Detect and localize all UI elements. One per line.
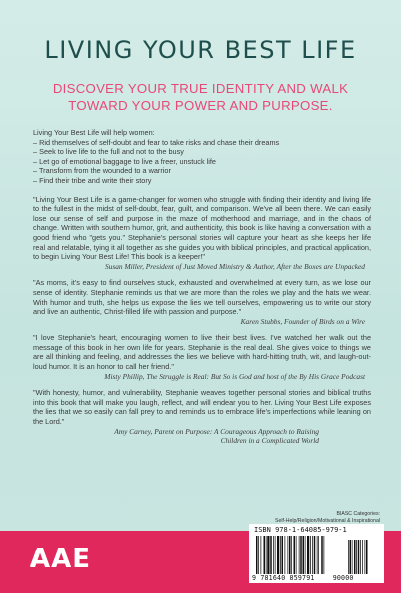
list-item: – Rid themselves of self-doubt and fear to take risks and chase their dreams [33, 137, 280, 147]
bisac-info [252, 511, 380, 525]
subtitle-line-2: TOWARD YOUR POWER AND PURPOSE. [68, 98, 333, 113]
endorsement-quote: "Living Your Best Life is a game-changer for women who struggle with finding their identity and living life to the fullest in the midst of self-doubt, fear, guilt, and comparison. We've all been there. We can easily lose our sense of self and purpose in the maze of motherhood and marriage, and in the chaos of change. Written with southern humor, grit, and authenticity, this book is like having a conversation with a good friend who "gets you." Stephanie's personal stories will capture your heart as she keeps her life real and relatable, tying it all together as she guides you with biblical principles, and practical application, to begin Living Your Best Life! This book is a keeper!" [33, 194, 371, 262]
intro-text: Living Your Best Life will help women: [33, 128, 155, 137]
cover-copy [33, 128, 371, 453]
isbn-text: ISBN 978-1-64085-979-1 [254, 526, 347, 534]
endorsement-quote: "As moms, it's easy to find ourselves stuck, exhausted and overwhelmed at every turn, as we lose our sense of identity. Stephanie reminds us that we are more than the roles we play and the hats we wear. With humor and truth, she helps us expose the lies we tell ourselves, empowering us to write our story and live an authentic, Christ-filled life with passion and purpose." [33, 278, 371, 317]
subtitle [0, 80, 401, 114]
subtitle-line-1: DISCOVER YOUR TRUE IDENTITY AND WALK [52, 81, 349, 96]
bisac-categories: Self-Help/Religion/Motivational & Inspirational [275, 517, 380, 524]
barcode [256, 536, 378, 574]
list-item: – Let go of emotional baggage to live a freer, unstuck life [33, 156, 216, 166]
list-item: – Seek to live life to the full and not to the busy [33, 147, 184, 157]
endorsement-attribution: Misty Phillip, The Struggle is Real: But So is God and host of the By His Grace Podcast [104, 371, 365, 381]
endorsement-quote: "I love Stephanie's heart, encouraging women to live their best lives. I've watched her walk out the message of this book in her own life for years. Stephanie is the real deal. She gives voice to things we are all thinking and feeling, and addresses the lies we believe with hard-hitting truth, wit, and laugh-out-loud humor. It is an honor to call her friend." [33, 333, 371, 372]
ean-digits: 9 781640 859791 [252, 574, 315, 582]
endorsement-attribution: Amy Carney, Parent on Purpose: A Courageous Approach to Raising [114, 426, 319, 436]
publisher-logo: AAE [30, 544, 92, 574]
list-item: – Find their tribe and write their story [33, 175, 152, 185]
endorsement-quote: "With honesty, humor, and vulnerability, Stephanie weaves together personal stories and biblical truths into this book that will make you laugh, reflect, and will endear you to her. Living Your Best Life exposes the lies that we so easily can fall prey to and reminds us to embrace life's imperfections while leaning on the Lord." [33, 388, 371, 427]
endorsement-attribution: Karen Stubbs, Founder of Birds on a Wire [240, 316, 365, 326]
list-item: – Transform from the wounded to a warrior [33, 166, 171, 176]
book-title: LIVING YOUR BEST LIFE [44, 36, 357, 64]
price-code: 90000 [332, 574, 354, 582]
endorsement-attribution: Susan Miller, President of Just Moved Ministry & Author, After the Boxes are Unpacked [104, 261, 365, 271]
endorsement-attribution: Children in a Complicated World [220, 436, 319, 446]
barcode-digits [252, 574, 354, 582]
benefits-list [33, 138, 371, 186]
bisac-label: BIASC Categories: [336, 511, 380, 517]
